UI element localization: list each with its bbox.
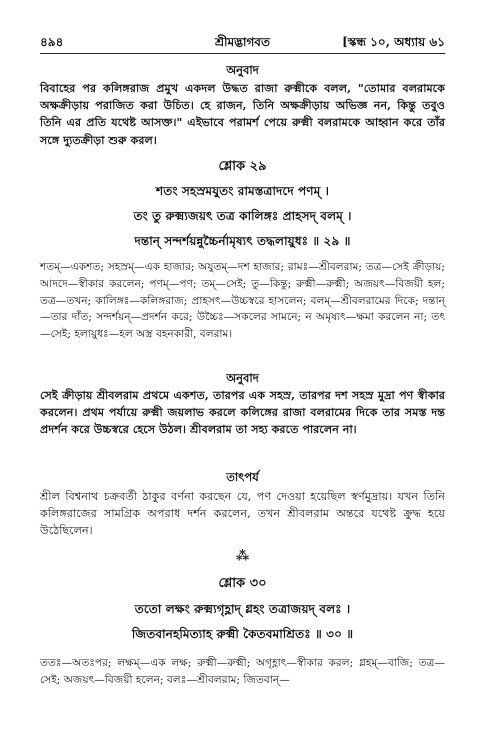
verse-line-30-1: ততো লক্ষং রুক্ম্যগৃহ্ণাদ্ গ্লহং তত্রাজয়দ্ বলঃ । [134,602,351,616]
translation-prev: বিবাহের পর কলিঙ্গরাজ প্রমুখ একদল উদ্ধত রাজা রুক্মীকে বলল, "তোমার বলরামকে অক্ষক্রীড়ায় পরাজিত করা উচিত। হে রাজন, তিনি অক্ষক্রীড়ায় অভিজ্ঞ নন, কিন্তু তবুও তিনি এর প্রতি যথেষ্ট আসক্ত।" এইভাবে পরামর্শ পেয়ে রুক্মী বলরামকে আহ্বান করে তাঁর সঙ্গে দ্যুতক্রীড়া শুরু করল। [40,81,445,147]
translation-heading-29: অনুবাদ [226,371,259,385]
section-separator: ⁂ [235,549,250,564]
chapter-reference: [স্কন্ধ ১০, অধ্যায় ৬১ [342,35,445,49]
purport-heading-29: তাৎপর্য [226,470,259,484]
verse-line-29-1: শতং সহস্রমযুতং রামস্তত্রাদদে পণম্ । [156,184,329,198]
book-title: শ্রীমদ্ভাগবত [214,35,270,49]
verse-number-29: শ্লোক ২৯ [218,159,267,174]
translation-29: সেই ক্রীড়ায় শ্রীবলরাম প্রথমে একশত, তারপর এক সহস্র, তারপর দশ সহস্র মুদ্রা পণ স্বীকার করলেন। প্রথম পর্যায়ে রুক্মী জয়লাভ করলে কলিঙ্গের রাজা বলরামের দিকে তার সমস্ত দন্ত প্রদর্শন করে উচ্চস্বরে হেসে উঠল। শ্রীবলরাম তা সহ্য করতে পারলেন না। [40,388,445,437]
page-number: ৪৯৪ [40,35,64,49]
translation-heading-prev: অনুবাদ [226,63,259,77]
page-header [40,34,445,52]
synonyms-30: ততঃ—অতঃপর; লক্ষম্—এক লক্ষ; রুক্মী—রুক্মী; অগৃহ্ণাৎ—স্বীকার করল; গ্লহম্—বাজি; তত্র—সেই; অজয়ৎ—বিজয়ী হলেন; বলঃ—শ্রীবলরাম; জিতবান্— [40,657,445,686]
verse-line-29-2: তং তু রুক্ম্যজয়ৎ তত্র কালিঙ্গঃ প্রাহসদ্ বলম্ । [133,209,352,223]
header-rule [40,53,445,54]
purport-29: শ্রীল বিশ্বনাথ চক্রবর্তী ঠাকুর বর্ণনা করছেন যে, পণ দেওয়া হয়েছিল স্বর্ণমুদ্রায়। যখন তিনি কলিঙ্গরাজের সামগ্রিক অপরাধ দর্শন করলেন, তখন শ্রীবলরাম অন্তরে যথেষ্ট ক্রুদ্ধ হয়ে উঠেছিলেন। [40,490,445,538]
verse-number-30: শ্লোক ৩০ [218,576,267,591]
verse-line-29-3: দন্তান্ সন্দর্শয়ন্নুচ্চৈর্নামৃষ্যৎ তদ্ধলায়ুধঃ ॥ ২৯ ॥ [134,234,351,248]
verse-line-30-2: জিতবানহমিত্যাহ রুক্মী কৈতবমাশ্রিতঃ ॥ ৩০ ॥ [131,627,354,641]
synonyms-29: শতম্—একশত; সহস্রম্—এক হাজার; অযুতম্—দশ হাজার; রামঃ—শ্রীবলরাম; তত্র—সেই ক্রীড়ায়; আদদে—স্বীকার করলেন; পণম্—পণ; তম্—সেই; তু—কিন্তু; রুক্মী—রুক্মী; অজয়ৎ—বিজয়ী হল; তত্র—তখন; কালিঙ্গঃ—কলিঙ্গরাজ; প্রাহসৎ—উচ্চস্বরে হাসলেন; বলম্—শ্রীবলরামের দিকে; দন্তান্—তার দাঁত; সন্দর্শয়ন্—প্রদর্শন করে; উচ্চৈঃ—সকলের সামনে; ন অমৃষ্যৎ—ক্ষমা করলেন না; তৎ—সেই; হলায়ুধঃ—হল অস্ত্র বহনকারী, বলরাম। [40,261,445,341]
